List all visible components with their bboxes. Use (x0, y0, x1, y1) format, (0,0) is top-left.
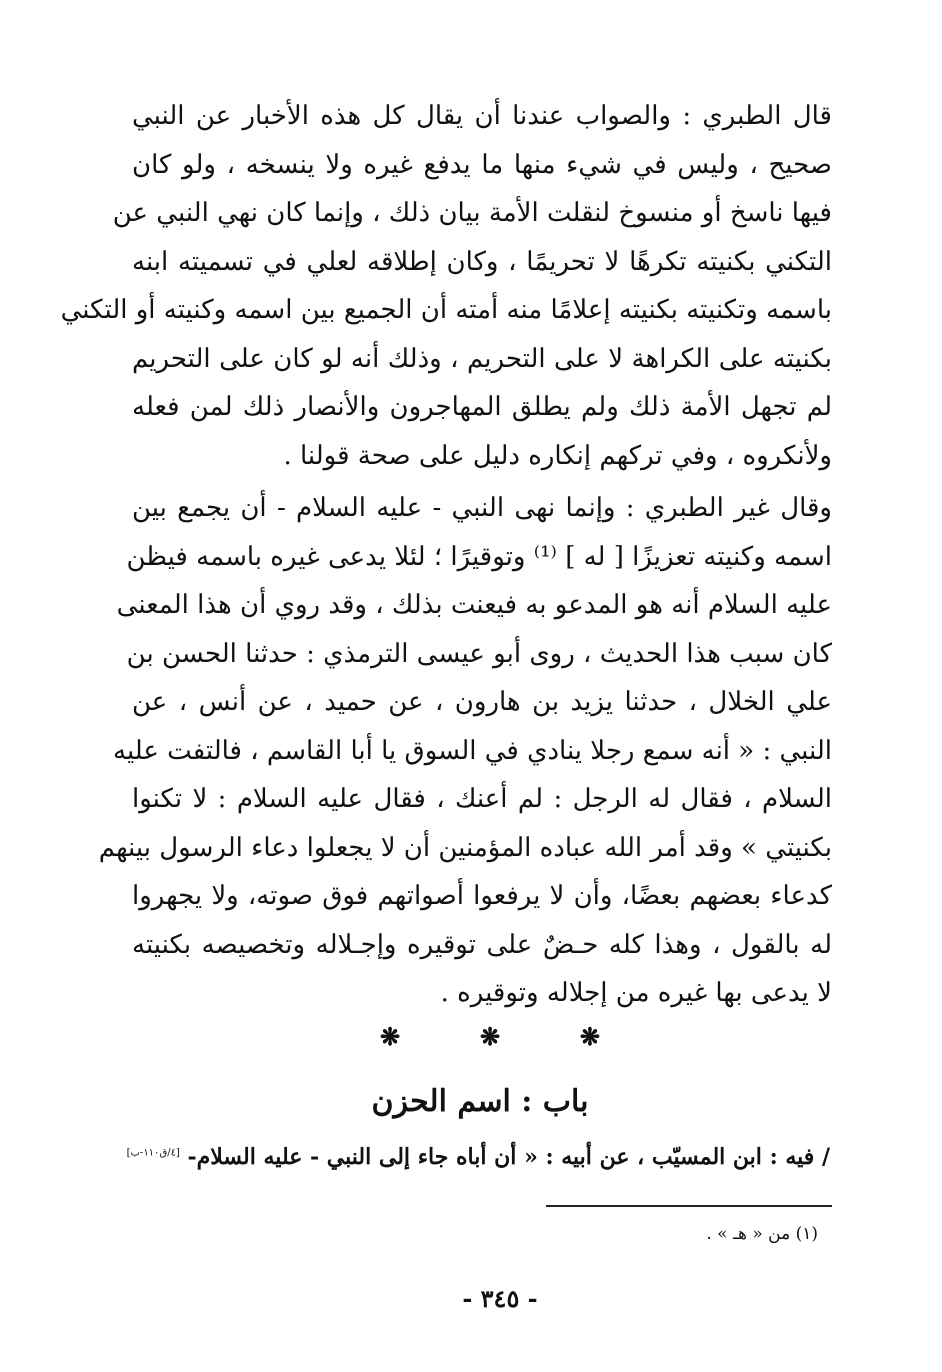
footnote-divider (546, 1205, 832, 1207)
text-line: بكنيتي » وقد أمر الله عباده المؤمنين أن لا يجعلوا دعاء الرسول بينهم (98, 832, 832, 863)
footnote: (١) من « هـ » . (706, 1224, 818, 1244)
hadith-intro-line (40, 1144, 830, 1170)
manuscript-reference: [٤/ق١١٠-ب] (126, 1147, 180, 1159)
text-line: قال الطبري : والصواب عندنا أن يقال كل هذه الأخبار عن النبي (132, 101, 832, 131)
paragraph-2 (98, 484, 832, 1018)
asterism-icon: ❋ (380, 1022, 401, 1051)
text-line: باسمه وتكنيته بكنيته إعلامًا منه أمته أن الجميع بين اسمه وكنيته أو التكني (60, 295, 832, 325)
asterism-icon: ❋ (479, 1022, 501, 1051)
text-line: فيها ناسخ أو منسوخ لنقلت الأمة بيان ذلك ، وإنما كان نهي النبي عن (112, 198, 832, 228)
hadith-text: / فيه : ابن المسيّب ، عن أبيه : « أن أباه جاء إلى النبي - عليه السلام- (187, 1144, 830, 1170)
text-line: وقال غير الطبري : وإنما نهى النبي - عليه السلام - أن يجمع بين (132, 493, 832, 523)
text-line: لا يدعى بها غيره من إجلاله وتوقيره . (440, 978, 832, 1008)
text-line: له بالقول ، وهذا كله حـضٌ على توقيره وإجـلاله وتخصيصه بكنيته (132, 929, 832, 960)
text-line: كان سبب هذا الحديث ، روى أبو عيسى الترمذي : حدثنا الحسن بن (126, 638, 832, 669)
text-line: عليه السلام أنه هو المدعو به فيعنت بذلك ، وقد روي أن هذا المعنى (116, 590, 832, 620)
text-line: صحيح ، وليس في شيء منها ما يدفع غيره ولا ينسخه ، ولو كان (132, 149, 832, 180)
text-line: علي الخلال ، حدثنا يزيد بن هارون ، عن حميد ، عن أنس ، عن (132, 687, 832, 717)
text-line: السلام ، فقال له الرجل : لم أعنك ، فقال عليه السلام : لا تكنوا (132, 784, 832, 814)
section-separator (380, 1022, 600, 1051)
page-number: - ٣٤٥ - (462, 1284, 538, 1313)
text-line: النبي : « أنه سمع رجلا ينادي في السوق يا أبا القاسم ، فالتفت عليه (113, 735, 832, 766)
text-line: التكني بكنيته تكرهًا لا تحريمًا ، وكان إطلاقه لعلي في تسميته ابنه (132, 246, 832, 277)
text-line: لم تجهل الأمة ذلك ولم يطلق المهاجرون والأنصار ذلك لمن فعله (132, 392, 832, 422)
paragraph-1 (60, 92, 832, 480)
section-title: باب : اسم الحزن (371, 1084, 589, 1119)
text-line: كدعاء بعضهم بعضًا، وأن لا يرفعوا أصواتهم فوق صوته، ولا يجهروا (132, 881, 832, 911)
asterism-icon: ❋ (579, 1022, 600, 1051)
text-line: ولأنكروه ، وفي تركهم إنكاره دليل على صحة قولنا . (283, 440, 832, 471)
text-line: اسمه وكنيته تعزيزًا [ له ] ⁽¹⁾ وتوقيرًا ؛ لئلا يدعى غيره باسمه فيظن (126, 541, 832, 572)
text-line: بكنيته على الكراهة لا على التحريم ، وذلك أنه لو كان على التحريم (132, 343, 832, 374)
